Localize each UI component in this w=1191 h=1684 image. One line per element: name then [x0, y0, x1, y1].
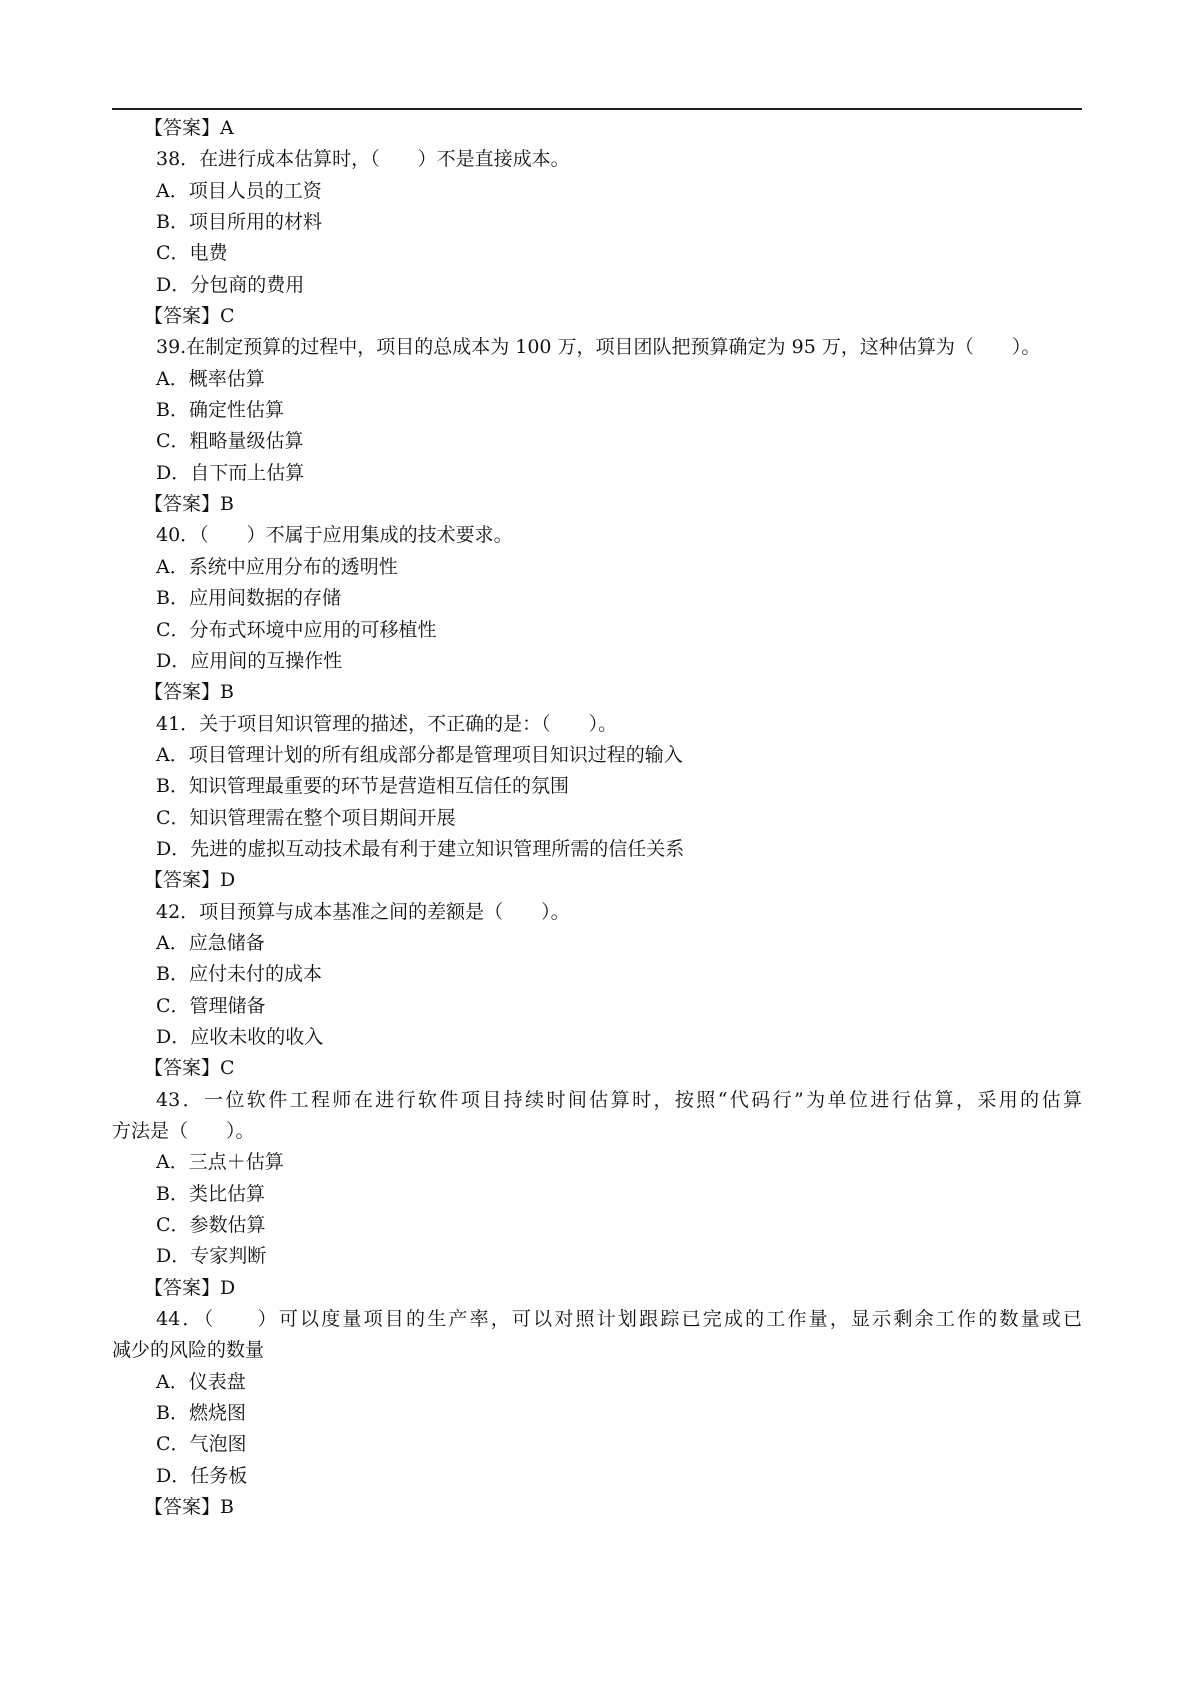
option-line: B．应付未付的成本 — [156, 963, 322, 986]
option-line: D．自下而上估算 — [156, 461, 305, 484]
option-line: B．类比估算 — [156, 1182, 265, 1205]
question-line: 42．项目预算与成本基准之间的差额是（ ）。 — [156, 900, 570, 923]
question-line: 41．关于项目知识管理的描述，不正确的是：（ ）。 — [156, 712, 618, 735]
option-line: C．管理储备 — [156, 994, 266, 1017]
answer-line: 【答案】C — [144, 305, 235, 328]
question-line: 38．在进行成本估算时，（ ）不是直接成本。 — [156, 148, 570, 171]
option-line: A．项目管理计划的所有组成部分都是管理项目知识过程的输入 — [156, 743, 683, 766]
answer-line: 【答案】B — [144, 1496, 234, 1519]
answer-line: 【答案】B — [144, 493, 234, 516]
option-line: D．应收未收的收入 — [156, 1025, 324, 1048]
option-line: D．先进的虚拟互动技术最有利于建立知识管理所需的信任关系 — [156, 837, 685, 860]
option-line: C．气泡图 — [156, 1433, 247, 1456]
question-continuation: 减少的风险的数量 — [112, 1339, 265, 1362]
option-line: C．电费 — [156, 242, 228, 265]
option-line: A．概率估算 — [156, 367, 265, 390]
option-line: B．项目所用的材料 — [156, 211, 322, 234]
option-line: B．燃烧图 — [156, 1402, 246, 1425]
option-line: D．应用间的互操作性 — [156, 649, 343, 672]
answer-line: 【答案】C — [144, 1057, 235, 1080]
option-line: D．分包商的费用 — [156, 273, 305, 296]
answer-line: 【答案】D — [144, 1276, 236, 1299]
option-line: C．参数估算 — [156, 1214, 266, 1237]
question-continuation: 方法是（ ）。 — [112, 1120, 255, 1142]
question-line: 43．一位软件工程师在进行软件项目持续时间估算时，按照“代码行”为单位进行估算，采用的估算 — [156, 1088, 1082, 1111]
exam-content — [112, 113, 1082, 1523]
option-line: A．系统中应用分布的透明性 — [156, 555, 398, 578]
option-line: A．应急储备 — [156, 931, 265, 954]
answer-line: 【答案】B — [144, 681, 234, 704]
question-line: 44．（ ）可以度量项目的生产率，可以对照计划跟踪已完成的工作量，显示剩余工作的数量或已 — [156, 1308, 1082, 1331]
option-line: D．专家判断 — [156, 1245, 267, 1268]
option-line: C．分布式环境中应用的可移植性 — [156, 618, 437, 641]
option-line: B．知识管理最重要的环节是营造相互信任的氛围 — [156, 775, 569, 798]
option-line: D．任务板 — [156, 1464, 248, 1487]
question-line: 39.在制定预算的过程中，项目的总成本为 100 万，项目团队把预算确定为 95 万，这种估算为（ ）。 — [156, 336, 1041, 359]
header-rule — [112, 108, 1082, 110]
answer-line: 【答案】A — [144, 117, 234, 139]
option-line: A．仪表盘 — [156, 1370, 246, 1393]
option-line: C．知识管理需在整个项目期间开展 — [156, 806, 456, 829]
option-line: A．项目人员的工资 — [156, 179, 322, 202]
option-line: B．确定性估算 — [156, 399, 284, 422]
option-line: B．应用间数据的存储 — [156, 587, 341, 610]
question-line: 40．（ ）不属于应用集成的技术要求。 — [156, 524, 513, 547]
answer-line: 【答案】D — [144, 869, 236, 892]
option-line: C．粗略量级估算 — [156, 430, 304, 453]
option-line: A．三点＋估算 — [156, 1151, 284, 1174]
